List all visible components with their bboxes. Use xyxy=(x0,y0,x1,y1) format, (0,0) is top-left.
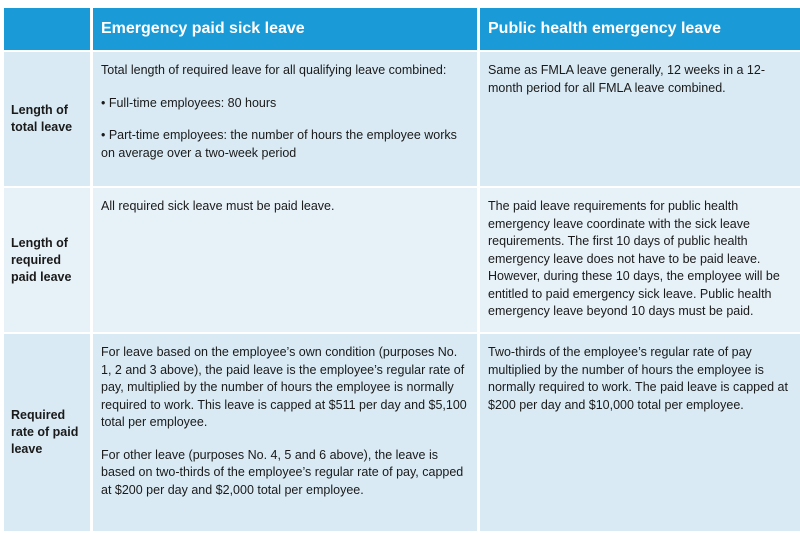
row-label-length-of-total-leave xyxy=(4,52,90,186)
row-label-text: Required rate of paid leave xyxy=(11,408,79,456)
row-label-text: Length of required paid leave xyxy=(11,235,72,284)
cell-text: Total length of required leave for all qualifying leave combined: xyxy=(101,63,447,77)
cell-text: For other leave (purposes No. 4, 5 and 6 above), the leave is based on two-thirds of the employee’s regular rate of pay, capped at $200 per day and $2,000 total per employee. xyxy=(101,447,464,497)
cell-paid-leave-public-health xyxy=(480,188,800,332)
bullet-item: • Full-time employees: 80 hours xyxy=(101,95,277,110)
header-public-health-emergency-leave: Public health emergency leave xyxy=(480,8,800,50)
row-label-required-rate-of-paid-leave xyxy=(4,334,90,531)
leave-comparison-table xyxy=(4,8,797,525)
cell-rate-public-health xyxy=(480,334,800,531)
cell-text: The paid leave requirements for public health emergency leave coordinate with the sick leave requirements. The first 10 days of public health emergency leave does not have to be paid leave. However, during these 10 days, the employee will be entitled to paid emergency sick leave. Public health emergency leave beyond 10 days must be paid. xyxy=(488,199,780,318)
cell-paid-leave-sick xyxy=(93,188,477,332)
cell-text: Two-thirds of the employee’s regular rate of pay multiplied by the number of hours the employee is normally required to work. The paid leave is capped at $200 per day and $10,000 total per employee. xyxy=(488,345,788,412)
cell-text: For leave based on the employee’s own condition (purposes No. 1, 2 and 3 above), the paid leave is the employee’s regular rate of pay, multiplied by the number of hours the employee is normally required to work. This leave is capped at $511 per day and $5,100 total per employee. xyxy=(101,345,467,429)
header-corner-cell xyxy=(4,8,90,50)
cell-rate-sick xyxy=(93,334,477,531)
cell-text: Same as FMLA leave generally, 12 weeks in a 12-month period for all FMLA leave combined. xyxy=(488,63,765,95)
header-emergency-paid-sick-leave: Emergency paid sick leave xyxy=(93,8,477,50)
cell-total-leave-sick xyxy=(93,52,477,186)
cell-total-leave-public-health xyxy=(480,52,800,186)
bullet-item: • Part-time employees: the number of hours the employee works on average over a two-week period xyxy=(101,128,457,160)
cell-text: All required sick leave must be paid leave. xyxy=(101,199,335,213)
row-label-text: Length of total leave xyxy=(11,103,73,134)
row-label-length-of-required-paid-leave xyxy=(4,188,90,332)
